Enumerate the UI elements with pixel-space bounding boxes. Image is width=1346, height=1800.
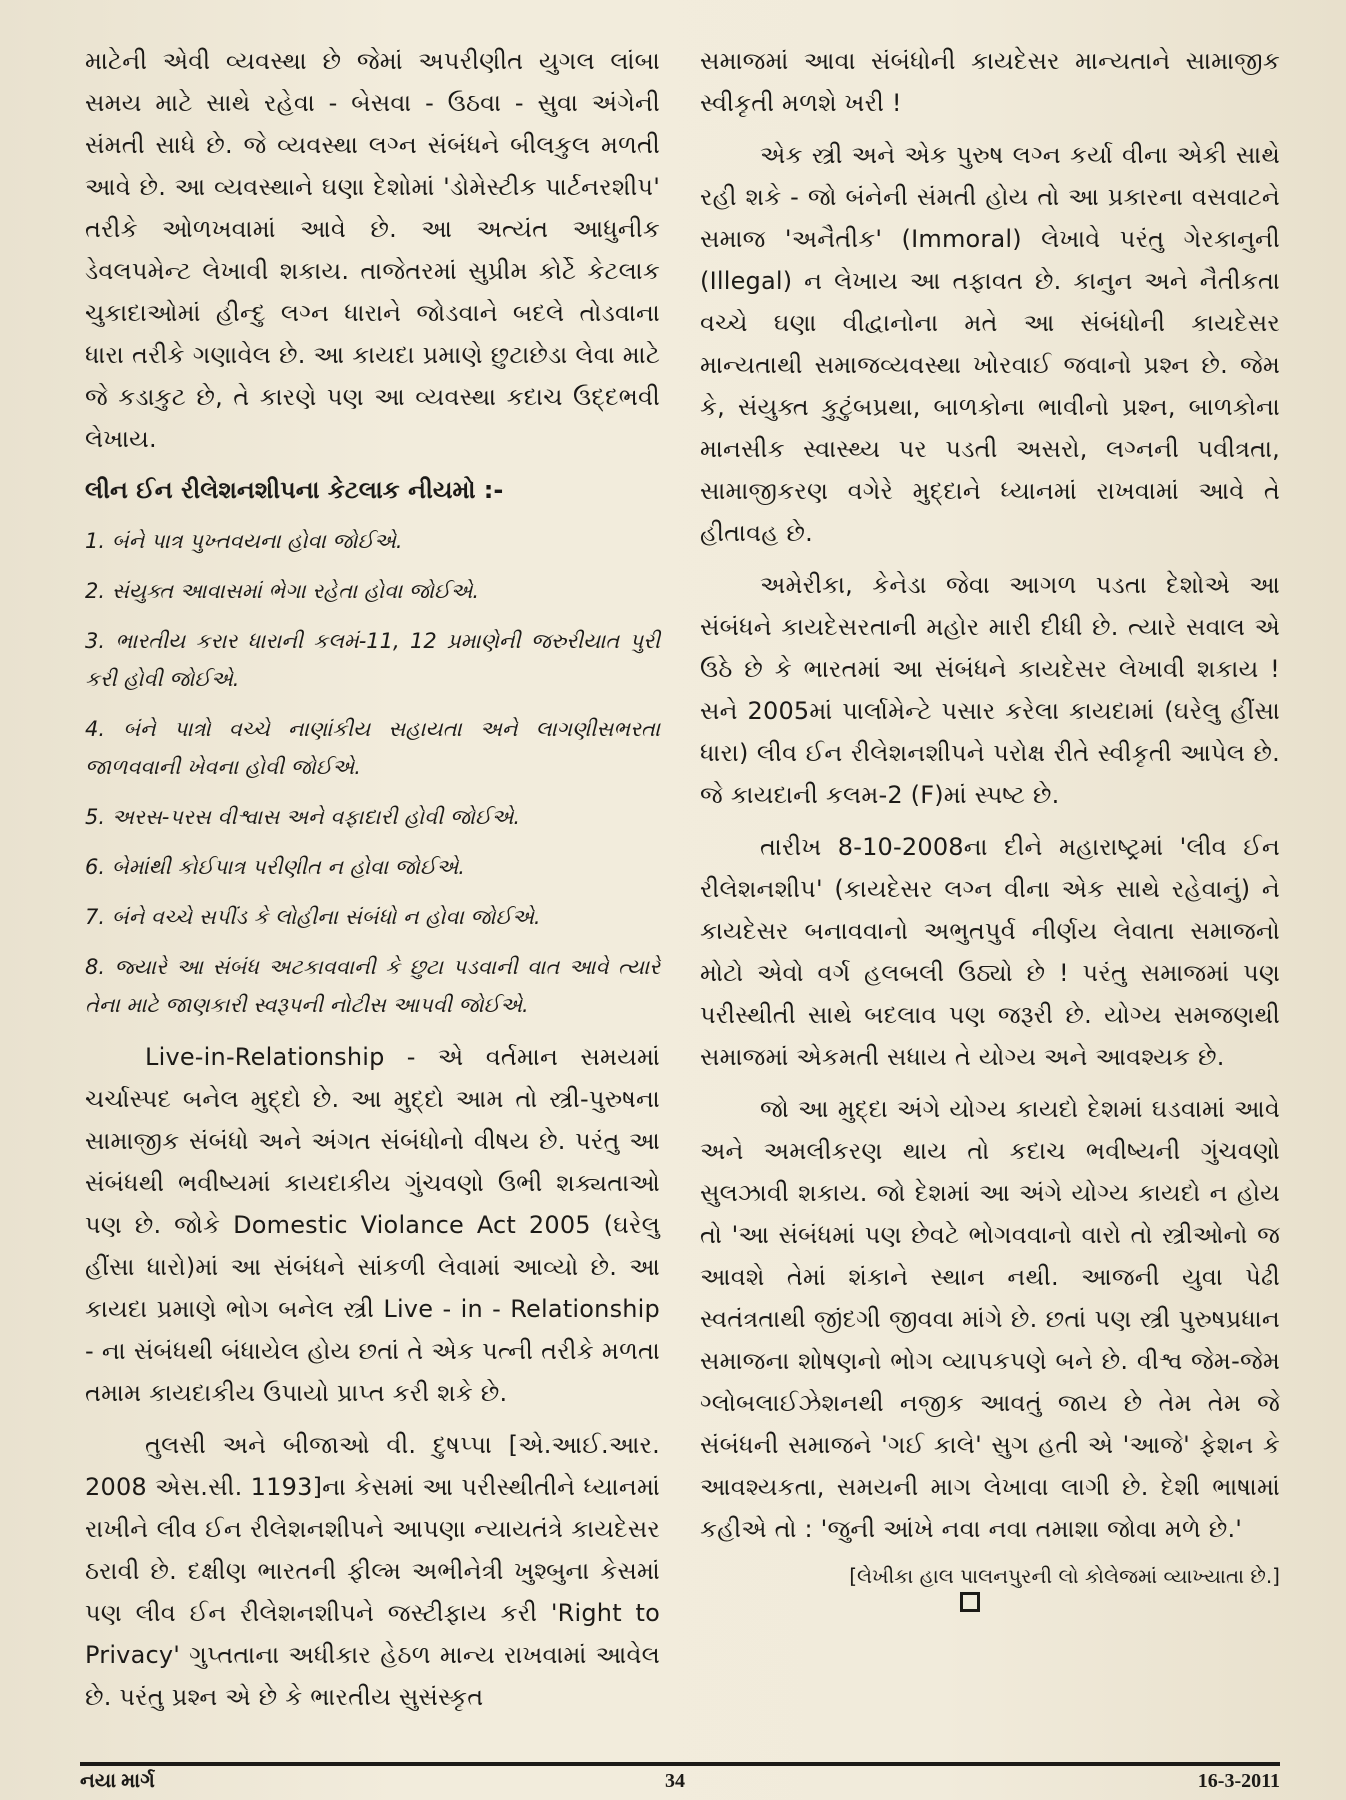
rule-item: 3. ભારતીય કરાર ધારાની કલમં-11, 12 પ્રમાણેની જરુરીયાત પુરી કરી હોવી જોઈએ. [85,629,660,691]
right-paragraph-4: તારીખ 8-10-2008ના દીને મહારાષ્ટ્રમાં 'લીવ ઈન રીલેશનશીપ' (કાયદેસર લગ્ન વીના એક સાથે રહેવાનું) ને કાયદેસર બનાવવાનો અભુતપુર્વ નીર્ણય લેવાતા સમાજનો મોટો એવો વર્ગ હલબલી ઉઠ્યો છે ! પરંતુ સમાજમાં પણ પરીસ્થીતી સાથે બદલાવ પણ જરૂરી છે. યોગ્ય સમજણથી સમાજમાં એકમતી સધાય તે યોગ્ય અને આવશ્યક છે. [700,833,1280,1071]
right-paragraph-2: એક સ્ત્રી અને એક પુરુષ લગ્ન કર્યા વીના એકી સાથે રહી શકે - જો બંનેની સંમતી હોય તો આ પ્રકારના વસવાટને સમાજ 'અનૈતીક' (Immoral) લેખાવે પરંતુ ગેરકાનુની (Illegal) ન લેખાય આ તફાવત છે. કાનુન અને નૈતીકતા વચ્ચે ઘણા વીદ્વાનોના મતે આ સંબંધોની કાયદેસર માન્યતાથી સમાજવ્યવસ્થા ખોરવાઈ જવાનો પ્રશ્ન છે. જેમ કે, સંયુક્ત કુટુંબપ્રથા, બાળકોના ભાવીનો પ્રશ્ન, બાળકોના માનસીક સ્વાસ્થ્ય પર પડતી અસરો, લગ્નની પવીત્રતા, સામાજીકરણ વગેરે મુદ્દાને ધ્યાનમાં રાખવામાં આવે તે હીતાવહ છે. [700,141,1280,547]
left-column [85,40,660,1728]
right-paragraph-3: અમેરીકા, કેનેડા જેવા આગળ પડતા દેશોએ આ સંબંધને કાયદેસરતાની મહોર મારી દીધી છે. ત્યારે સવાલ એ ઉઠે છે કે ભારતમાં આ સંબંધને કાયદેસર લેખાવી શકાય ! સને 2005માં પાર્લામેન્ટે પસાર કરેલા કાયદામાં (ઘરેલુ હીંસા ધારા) લીવ ઈન રીલેશનશીપને પરોક્ષ રીતે સ્વીકૃતી આપેલ છે. જે કાયદાની કલમ-2 (F)માં સ્પષ્ટ છે. [700,571,1280,809]
right-column [700,40,1280,1612]
right-paragraph-1: સમાજમાં આવા સંબંધોની કાયદેસર માન્યતાને સામાજીક સ્વીકૃતી મળશે ખરી ! [700,47,1280,117]
rules-list [85,522,660,1024]
issue-date: 16-3-2011 [1197,1770,1280,1792]
magazine-name: નયા માર્ગ [80,1770,155,1792]
page-footer [80,1770,1280,1796]
left-paragraph-3: તુલસી અને બીજાઓ વી. દુષપ્પા [એ.આઈ.આર. 2008 એસ.સી. 1193]ના કેસમાં આ પરીસ્થીતીને ધ્યાનમાં રાખીને લીવ ઈન રીલેશનશીપને આપણા ન્યાયતંત્રે કાયદેસર ઠરાવી છે. દક્ષીણ ભારતની ફીલ્મ અભીનેત્રી ખુશ્બુના કેસમાં પણ લીવ ઈન રીલેશનશીપને જસ્ટીફાય કરી 'Right to Privacy' ગુપ્તતાના અધીકાર હેઠળ માન્ય રાખવામાં આવેલ છે. પરંતુ પ્રશ્ન એ છે કે ભારતીય સુસંસ્કૃત [85,1431,660,1711]
rule-item: 4. બંને પાત્રો વચ્ચે નાણાંકીય સહાયતા અને લાગણીસભરતા જાળવવાની ખેવના હોવી જોઈએ. [85,717,660,779]
rule-item: 6. બેમાંથી કોઈપાત્ર પરીણીત ન હોવા જોઈએ. [85,855,465,879]
right-paragraph-5: જો આ મુદ્દા અંગે યોગ્ય કાયદો દેશમાં ઘડવામાં આવે અને અમલીકરણ થાય તો કદાચ ભવીષ્યની ગુંચવણો સુલઝાવી શકાય. જો દેશમાં આ અંગે યોગ્ય કાયદો ન હોય તો 'આ સંબંધમાં પણ છેવટે ભોગવવાનો વારો તો સ્ત્રીઓનો જ આવશે તેમાં શંકાને સ્થાન નથી. આજની યુવા પેઢી સ્વતંત્રતાથી જીંદગી જીવવા માંગે છે. છતાં પણ સ્ત્રી પુરુષપ્રધાન સમાજના શોષણનો ભોગ વ્યાપકપણે બને છે. વીશ્વ જેમ-જેમ ગ્લોબલાઈઝેશનથી નજીક આવતું જાય છે તેમ તેમ જે સંબંધની સમાજને 'ગઈ કાલે' સુગ હતી એ 'આજે' ફેશન કે આવશ્યકતા, સમયની માગ લેખાવા લાગી છે. દેશી ભાષામાં કહીએ તો : 'જુની આંખે નવા નવા તમાશા જોવા મળે છે.' [700,1095,1280,1543]
rule-item: 1. બંને પાત્ર પુખ્તવયના હોવા જોઈએ. [85,529,403,553]
footer-divider [80,1762,1280,1766]
left-paragraph-2: Live-in-Relationship - એ વર્તમાન સમયમાં ચર્ચાસ્પદ બનેલ મુદ્દો છે. આ મુદ્દો આમ તો સ્ત્રી-પુરુષના સામાજીક સંબંધો અને અંગત સંબંધોનો વીષય છે. પરંતુ આ સંબંધથી ભવીષ્યમાં કાયદાકીય ગુંચવણો ઉભી શક્યતાઓ પણ છે. જોકે Domestic Violance Act 2005 (ઘરેલુ હીંસા ધારો)માં આ સંબંધને સાંકળી લેવામાં આવ્યો છે. આ કાયદા પ્રમાણે ભોગ બનેલ સ્ત્રી Live - in - Relationship - ના સંબંધથી બંધાયેલ હોય છતાં તે એક પત્ની તરીકે મળતા તમામ કાયદાકીય ઉપાયો પ્રાપ્ત કરી શકે છે. [85,1043,660,1407]
rule-item: 8. જ્યારે આ સંબંધ અટકાવવાની કે છુટા પડવાની વાત આવે ત્યારે તેના માટે જાણકારી સ્વરૂપની નોટીસ આપવી જોઈએ. [85,955,660,1017]
end-of-article-icon [960,1592,980,1612]
page-number: 34 [665,1770,685,1792]
rule-item: 7. બંને વચ્ચે સપીંડ કે લોહીના સંબંધો ન હોવા જોઈએ. [85,905,541,929]
author-note: [લેખીકા હાલ પાલનપુરની લો કોલેજમાં વ્યાખ્યાતા છે.] [849,1564,1280,1588]
rule-item: 2. સંયુક્ત આવાસમાં ભેગા રહેતા હોવા જોઈએ. [85,579,480,603]
left-paragraph-1: માટેની એવી વ્યવસ્થા છે જેમાં અપરીણીત યુગલ લાંબા સમય માટે સાથે રહેવા - બેસવા - ઉઠવા - સુવા અંગેની સંમતી સાધે છે. જે વ્યવસ્થા લગ્ન સંબંધને બીલકુલ મળતી આવે છે. આ વ્યવસ્થાને ઘણા દેશોમાં 'ડોમેસ્ટીક પાર્ટનરશીપ' તરીકે ઓળખવામાં આવે છે. આ અત્યંત આધુનીક ડેવલપમેન્ટ લેખાવી શકાય. તાજેતરમાં સુપ્રીમ કોર્ટે કેટલાક ચુકાદાઓમાં હીન્દુ લગ્ન ધારાને જોડવાને બદલે તોડવાના ધારા તરીકે ગણાવેલ છે. આ કાયદા પ્રમાણે છુટાછેડા લેવા માટે જે કડાકુટ છે, તે કારણે પણ આ વ્યવસ્થા કદાચ ઉદ્દભવી લેખાય. [85,47,660,453]
rule-item: 5. અરસ-પરસ વીશ્વાસ અને વફાદારી હોવી જોઈએ. [85,805,521,829]
rules-heading: લીન ઈન રીલેશનશીપના કેટલાક નીયમો :- [85,476,504,504]
